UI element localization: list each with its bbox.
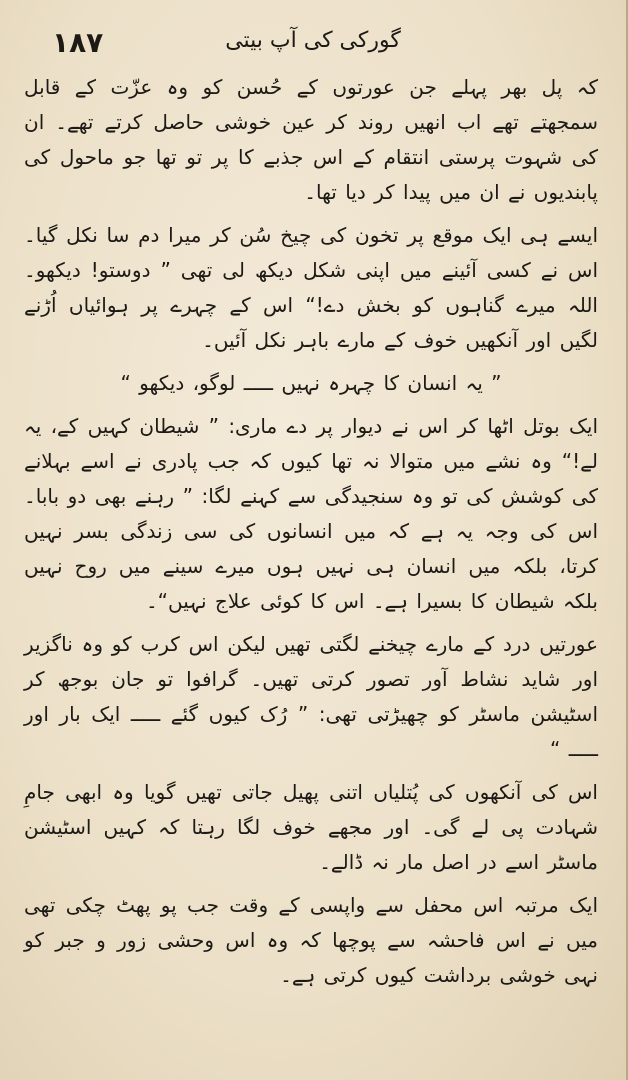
page-body	[24, 70, 598, 1001]
running-title: گورکی کی آپ بیتی	[225, 28, 401, 53]
paragraph: عورتیں درد کے مارے چیخنے لگتی تھیں لیکن اس کرب کو وہ ناگزیر اور شاید نشاط آور تصور کرتی تھیں۔ گرافوا تو جان بوجھ کر اسٹیشن ماسٹر کو چھیڑتی تھی: ” رُک کیوں گئے ـــــ ایک بار اور ـــــ “	[24, 632, 598, 761]
paragraph: ایسے ہی ایک موقع پر تخون کی چیخ سُن کر میرا دم سا نکل گیا۔ اس نے کسی آئینے میں اپنی شکل دیکھ لی تھی ” دوستو! دیکھو۔ اللہ میرے گناہوں کو بخش دے!“ اس کے چہرے پر ہوائیاں اُڑنے لگیں اور آنکھیں خوف کے مارے باہر نکل آئیں۔	[24, 223, 598, 352]
paragraph: ایک بوتل اٹھا کر اس نے دیوار پر دے ماری: ” شیطان کہیں کے، یہ لے!“ وہ نشے میں متوالا نہ تھا کیوں کہ جب پادری نے اسے بہلانے کی کوشش کی تو وہ سنجیدگی سے کہنے لگا: ” رہنے بھی دو بابا۔ اس کی وجہ یہ ہے کہ میں انسانوں کی سی زندگی بسر نہیں کرتا، بلکہ میں انسان ہی نہیں ہوں میرے سینے میں روح نہیں بلکہ شیطان کا بسیرا ہے۔ اس کا کوئی علاج نہیں“۔	[24, 414, 598, 613]
paragraph: کہ پل بھر پہلے جن عورتوں کے حُسن کو وہ عزّت کے قابل سمجھتے تھے اب انھیں روند کر عین خوشی حاصل کرتے تھے۔ ان کی شہوت پرستی انتقام کے اس جذبے کا پر تو تھا جو ماحول کی پابندیوں نے ان میں پیدا کر دیا تھا۔	[24, 75, 598, 204]
paragraph: اس کی آنکھوں کی پُتلیاں اتنی پھیل جاتی تھیں گویا وہ ابھی جامِ شہادت پی لے گی۔ اور مجھے خوف لگا رہتا کہ کہیں اسٹیشن ماسٹر اسے در اصل مار نہ ڈالے۔	[24, 780, 598, 874]
page-header	[30, 12, 596, 59]
paragraph: ایک مرتبہ اس محفل سے واپسی کے وقت جب پو پھٹ چکی تھی میں نے اس فاحشہ سے پوچھا کہ وہ اس وحشی زور و جبر کو نہی خوشی برداشت کیوں کرتی ہے۔	[24, 893, 598, 987]
page-number: ۱۸۷	[52, 26, 104, 59]
quoted-line: ” یہ انسان کا چہرہ نہیں ـــــ لوگو، دیکھو “	[120, 371, 502, 395]
